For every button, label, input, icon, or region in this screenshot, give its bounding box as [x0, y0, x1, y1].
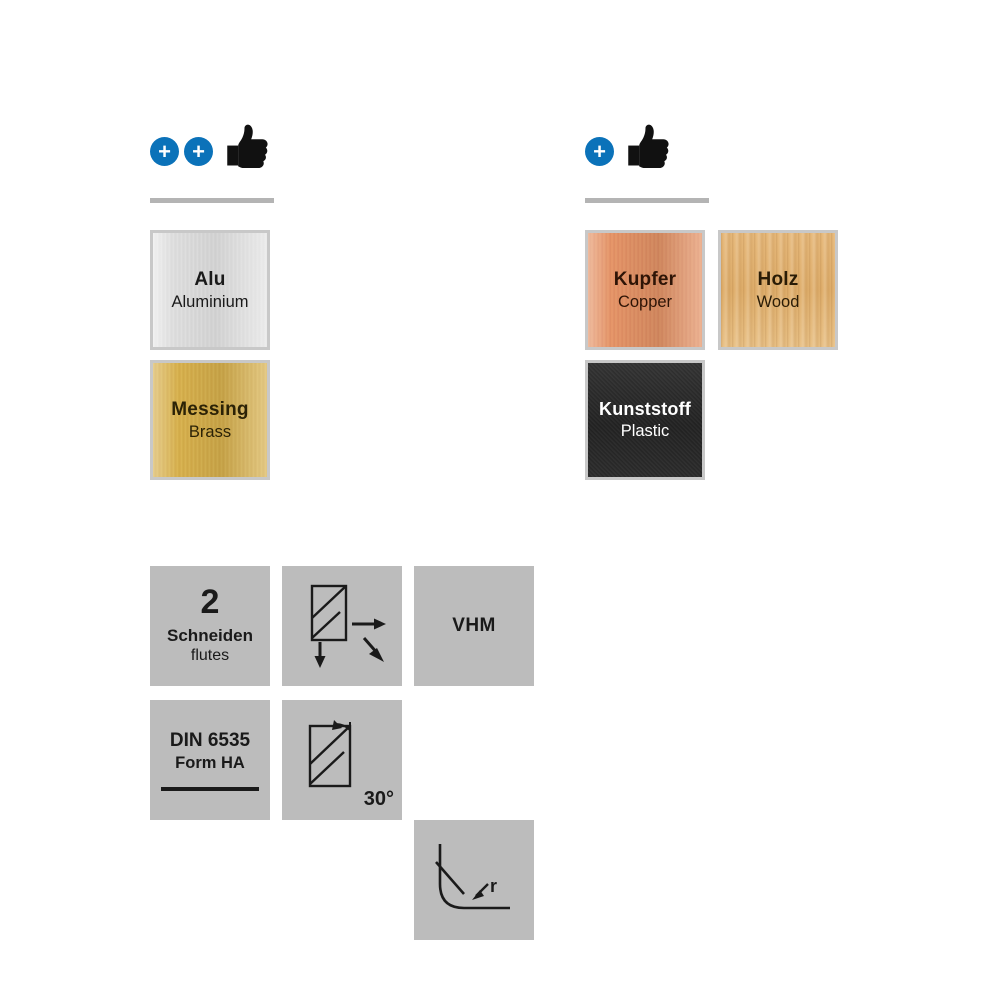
- flutes-label-de: Schneiden: [167, 625, 253, 645]
- spec-tile-feed-direction: [282, 566, 402, 686]
- plus-badge-icon: +: [150, 137, 179, 166]
- material-code-label: VHM: [452, 615, 496, 636]
- material-name-de: Alu: [194, 269, 226, 291]
- material-name-en: Wood: [756, 292, 800, 311]
- spec-tile-helix-angle: [282, 700, 402, 820]
- shank-standard: DIN 6535: [169, 729, 251, 751]
- flutes-label-en: flutes: [190, 647, 230, 665]
- helix-angle-value: 30°: [363, 788, 394, 810]
- rating-divider: [585, 198, 709, 203]
- material-tile-messing: [150, 360, 270, 480]
- svg-text:r: r: [490, 876, 498, 896]
- material-tile-holz: [718, 230, 838, 350]
- rating-divider: [150, 198, 274, 203]
- rating-group-excellent: [150, 120, 278, 203]
- flutes-count: 2: [200, 582, 220, 621]
- thumbs-up-icon: [621, 122, 679, 180]
- shank-form: Form HA: [175, 753, 245, 772]
- material-name-en: Copper: [617, 292, 673, 311]
- thumbs-up-icon: [220, 122, 278, 180]
- rating-group-good: [585, 120, 709, 203]
- material-name-de: Holz: [757, 269, 799, 291]
- plus-badge-icon: +: [585, 137, 614, 166]
- plus-badge-icon: +: [184, 137, 213, 166]
- spec-tile-material-code: [414, 566, 534, 686]
- material-name-en: Brass: [188, 422, 232, 441]
- rating-row: [150, 120, 278, 182]
- rating-row: [585, 120, 709, 182]
- material-name-en: Plastic: [620, 421, 670, 440]
- material-name-de: Kunststoff: [599, 398, 691, 419]
- corner-radius-icon: [422, 832, 526, 928]
- material-name-de: Kupfer: [613, 269, 677, 291]
- material-tile-kupfer: [585, 230, 705, 350]
- material-tile-alu: [150, 230, 270, 350]
- shank-underline: [161, 787, 259, 791]
- material-name-de: Messing: [171, 399, 249, 421]
- spec-tile-shank: [150, 700, 270, 820]
- spec-tile-flutes: [150, 566, 270, 686]
- feed-direction-icon: [290, 580, 394, 672]
- spec-tile-corner-radius: [414, 820, 534, 940]
- material-tile-kunststoff: [585, 360, 705, 480]
- material-name-en: Aluminium: [171, 292, 249, 311]
